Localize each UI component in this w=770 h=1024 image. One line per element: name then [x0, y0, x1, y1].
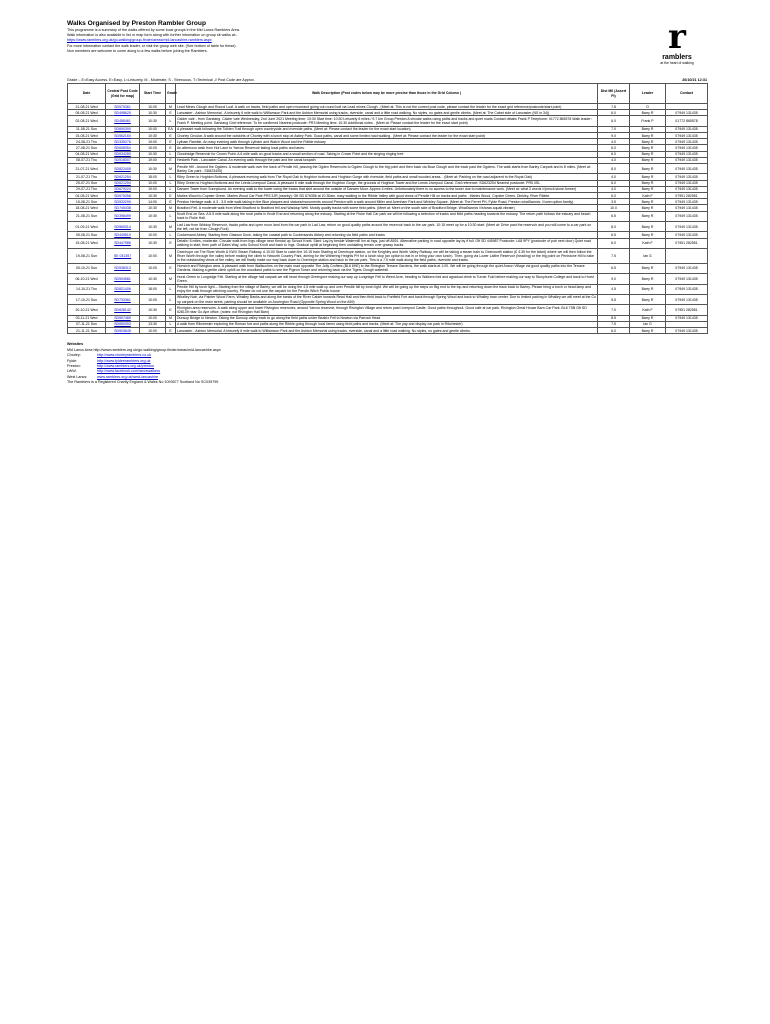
- walk-grade: L: [166, 321, 176, 327]
- start-time: 10:30: [140, 110, 166, 116]
- grid-reference[interactable]: SD745438: [106, 205, 140, 211]
- walk-date: 21-11-21 Sun: [68, 328, 106, 334]
- walk-distance: 6.5: [598, 232, 630, 238]
- site-link[interactable]: http://www.facebook.com/lancswalkers: [97, 369, 161, 374]
- grade-key-line: [67, 78, 707, 83]
- site-label: Chorley:: [67, 353, 81, 358]
- walk-leader: Kath F: [630, 238, 666, 248]
- col-header-grade: Grade: [166, 84, 176, 104]
- col-header-desc: Walk Description (Post codes below may be more precise than those in the Grid Column ): [176, 84, 598, 104]
- walk-date: 08-07-21 Thu: [68, 157, 106, 163]
- walk-distance: 4.0: [598, 174, 630, 180]
- walk-description: Dunsop Bridge to Newton. Taking the Dunsop valley track to go along the field paths under Beatrix Fell to Newton via Parrock Head: [176, 315, 598, 321]
- walk-leader: Barry R: [630, 139, 666, 145]
- intro-line: Walk information is also available in list or map form along with further information on group sit walks at:-: [67, 33, 238, 38]
- walk-leader: Barry R: [630, 186, 666, 192]
- walk-distance: 7.8: [598, 104, 630, 110]
- walk-grade: M: [166, 315, 176, 321]
- start-time: 19:00: [140, 186, 166, 192]
- walk-description: Cockersand Abbey. Starting from Glasson Dock, taking the coastal path to Cockersands Abbey and returning via field paths and tracks: [176, 232, 598, 238]
- start-time: 14:00: [140, 199, 166, 205]
- walk-leader: Barry R: [630, 151, 666, 157]
- walk-distance: 7.5: [598, 321, 630, 327]
- walk-distance: 4.0: [598, 157, 630, 163]
- walk-date: 18-08-21 Wed: [68, 205, 106, 211]
- walk-leader: Barry R: [630, 315, 666, 321]
- start-time: 13:30: [140, 321, 166, 327]
- walk-description: A pleasant walk following the Tolkien Trail through open countryside and riverside paths. (Meet at: Please contact the leader for the exact start location): [176, 126, 598, 132]
- walk-distance: 8.0: [598, 164, 630, 174]
- grid-reference[interactable]: SD634280: [106, 151, 140, 157]
- walk-leader: Barry R: [630, 126, 666, 132]
- ramblers-logo-name: ramblers: [662, 54, 692, 61]
- walk-grade: L: [166, 211, 176, 221]
- walk-leader: Kath F: [630, 305, 666, 315]
- site-link[interactable]: http://www.ramblers.org.uk/preston: [97, 363, 154, 368]
- start-time: 10:00: [140, 249, 166, 264]
- start-time: 10:00: [140, 145, 166, 151]
- walk-grade: E: [166, 193, 176, 199]
- walk-leader: Kath F: [630, 193, 666, 199]
- walk-date: 15-08-21 Wed: [68, 133, 106, 139]
- walk-grade: E: [166, 328, 176, 334]
- walk-leader: Ian G: [630, 249, 666, 264]
- walk-grade: M: [166, 205, 176, 211]
- leader-contact: 07949 131435: [666, 157, 708, 163]
- walk-description: Horwich and Rivington area. A pleasant walk from Wallsuches on the main road opposite The Jolly Crofters (BL6 6HE) to the Rivington Terrace Gardens, the walk starts at 1:00. We will be going through the quiet Anson Village via good quality paths into the Terrace Gardens. Making a gentle climb uphill on the woodland paths to see the Pigeon Tower and returning back via the Tigers Clough waterfall.: [176, 263, 598, 273]
- walk-distance: 9.0: [598, 133, 630, 139]
- walk-grade: EA: [166, 126, 176, 132]
- leader-contact: 07949 131435: [666, 222, 708, 232]
- grid-reference[interactable]: SD650053: [106, 321, 140, 327]
- walk-grade: M: [166, 274, 176, 284]
- walk-description: Whalley Nab, via Painter Wood Farm, Whalley Banks and along the banks of the River Calder towards Read Hall and then field track to Portfield Fort and back through Spring Wood and back to Whalley town center. Due to limited parking in Whalley we will meet at the Co op carpark on the main street, parking should be available on Accrington Road (Opposite Spring Wood on the A59): [177, 295, 596, 304]
- walk-description: Hesketh Park - Lancaster Canal. An evening walk through the park and the canal towpath: [176, 157, 598, 163]
- table-row: [68, 116, 708, 126]
- walk-date: 21-07-21 Thu: [68, 174, 106, 180]
- walk-grade: L: [166, 186, 176, 192]
- walk-grade: L: [166, 232, 176, 238]
- grid-reference[interactable]: SD575361: [106, 104, 140, 110]
- walk-date: 06-10-21 Wed: [68, 274, 106, 284]
- walk-grade: E: [166, 238, 176, 248]
- start-time: 10:30: [140, 164, 166, 174]
- leader-contact: 07951 282551: [666, 193, 708, 199]
- walk-date: 05-10-21 Sun: [68, 263, 106, 273]
- leader-contact: 07949 131435: [666, 133, 708, 139]
- walk-leader: Barry R: [630, 205, 666, 211]
- leader-contact: 01772 865578: [666, 116, 708, 126]
- walk-distance: 7.0: [598, 305, 630, 315]
- col-header-leader: Leader: [630, 84, 666, 104]
- walk-grade: E: [166, 133, 176, 139]
- leader-contact: 07949 131435: [666, 151, 708, 157]
- leader-contact: 07949 131435: [666, 164, 708, 174]
- walk-description: An afternoon walk from Hut Lane to Yarrow Reservoir taking local paths and lanes.: [176, 145, 598, 151]
- walk-grade: E: [166, 139, 176, 145]
- walk-leader: Barry R: [630, 328, 666, 334]
- walk-date: 04-08-21 Wed: [68, 193, 106, 199]
- walk-description: Hurst Green to Longridge Fell. Starting at the village hall carpark we will head through Greengore making our way up Longridge Fell to Weed Acre, heading to Walkers fold and agradual climb to Turner Fold before making our way to Stonyhurst College and back to Hurst Green.: [176, 274, 598, 284]
- walk-leader: O: [630, 104, 666, 110]
- intro-line: For more information contact the walk leader, or visit the group web site. (See bottom of table for these).: [67, 43, 237, 48]
- col-header-date: Date: [68, 84, 106, 104]
- walk-grade: L: [166, 116, 176, 126]
- site-label: Preston:: [67, 363, 81, 368]
- table-row: [68, 284, 708, 294]
- walk-date: 21-08-21 Sun: [68, 211, 106, 221]
- walk-date: 15-08-21 Sun: [68, 199, 106, 205]
- document-title: Walks Organised by Preston Rambler Group: [67, 20, 206, 27]
- walk-date: 01-09-21 Wed: [68, 222, 106, 232]
- walk-date: 11-08-21 Sun: [68, 126, 106, 132]
- grid-reference[interactable]: SE 031357: [106, 249, 140, 264]
- ramblers-logo-glyph: r: [668, 17, 686, 57]
- walk-distance: 6.0: [598, 110, 630, 116]
- table-row: [68, 222, 708, 232]
- leader-contact: 07951 282551: [666, 305, 708, 315]
- walk-date: 02-08-21 Wed: [68, 116, 106, 126]
- walk-description: Preston Heritage walk. A 3 - 3.5 mile walk taking in the Blue plaques and statues/monuments around Preston with a walk around Miller and Avenham Park and Winkley Square. (Meet at: The Ferret PH, Fylde Road, Preston what3words: ///over.option.family): [176, 199, 598, 205]
- start-time: 18:00: [140, 174, 166, 180]
- start-time: 10:30: [140, 151, 166, 157]
- walk-description: Bradford Fell. A moderate walk from West Bradford to Bradford fell and Waddup Well. Mostly quality tracks with some field paths. (Meet at: Meet on the south side of Bradford Bridge. What3words ///shows.squall.vibrate): [176, 205, 598, 211]
- walk-leader: Barry R: [630, 157, 666, 163]
- walk-distance: 9.0: [598, 274, 630, 284]
- leader-contact: 07949 131435: [666, 274, 708, 284]
- grid-reference[interactable]: SD538313: [106, 263, 140, 273]
- walk-leader: Barry R: [630, 199, 666, 205]
- charity-notice: The Ramblers is a Registered Charity England & Wales No 1093577 Scotland No SC039799: [67, 380, 219, 385]
- start-time: 10:30: [140, 116, 166, 126]
- leader-contact: 07949 131435: [666, 180, 708, 186]
- start-time: 10:30: [140, 193, 166, 199]
- walk-distance: 6.5: [598, 211, 630, 221]
- walk-grade: M: [166, 222, 176, 232]
- walk-grade: M: [166, 164, 176, 174]
- walk-description: Knott End on Sea. A 6.5 mile walk along the rural paths in Knott End and returning along the estuary. Starting at the Fluke Hall Car park we will be following a selection of tracks and field paths heading towards the estuary. The return path follows the estuary and beach back to Fluke Hall.: [176, 211, 598, 221]
- walk-description: Riley Green to Hoghton Bottoms. A pleasant evening walk from The Royal Oak to Hoghton bottoms and Hoghton Gorge with riverside, field paths and small wooded areas. . (Meet at: Parking on the road adjacent to the Royal Oak): [176, 174, 598, 180]
- col-header-contact: Contact: [666, 84, 708, 104]
- walk-distance: 6.5: [598, 263, 630, 273]
- leader-contact: 07949 131435: [666, 328, 708, 334]
- start-time: 10:30: [140, 211, 166, 221]
- walk-date: 27-08-21 Sun: [68, 145, 106, 151]
- walk-grade: E: [166, 145, 176, 151]
- walk-distance: 6.0: [598, 145, 630, 151]
- walk-description: Details: 6 miles, moderate. Circular walk from Ings village near Kendal up School Knott. Start: Lay-by beside Watermill Inn at Ings, just off A591. Alternative parking in road opposite lay-by if full. Gft SD 445987 Postcode: LA8 9PY (postcode of pub next door) Quiet road walking to start, then path of Dales Way, onto School Knott and back to Ings. Gradual uphill at beginning then undulating terrain over grassy tracks.: [176, 238, 598, 248]
- leader-contact: 07949 131435: [666, 211, 708, 221]
- walk-leader: Ian G: [630, 321, 666, 327]
- start-time: 10:00: [140, 104, 166, 110]
- walk-grade: E: [166, 110, 176, 116]
- document-page: [67, 17, 707, 386]
- start-time: 10:30: [140, 133, 166, 139]
- walk-description: Oxenhope via The River Worth & KWV Steam Railway. A 10:00 Start to catch the 10:15 train Starting at Oxenhope station, on the Keighley and Worth Valley Railway, we will be taking a steam train to Oxenworth station (£ 4.35 for the ticket) where we will then follow the River Worth through the valley before making the climb to Haworth Country Park, aiming for the Withering Heights PH for a lunch stop (an option to eat in or bring your own lunch). Then, going via Lower Laithe Reservoir (heading) or the trig point on Penistone Hill to take in the outstanding views of the valley, we will finally make our way back down to Oxenhope station and back to the car park. This is a 7.5 mile walk along the field paths, riverside and tracks.: [176, 249, 598, 264]
- walk-leader: Barry R: [630, 180, 666, 186]
- walk-distance: 8.5: [598, 315, 630, 321]
- walk-description: A walk from Ribchester exploring the Roman fort and paths along the Ribble going through local farms using field paths and tracks. (Meet at: The pay and display car park in Ribchester): [176, 321, 598, 327]
- walk-date: 21-07-21 Wed: [68, 164, 106, 174]
- walk-leader: Barry R: [630, 110, 666, 116]
- table-row: [68, 328, 708, 334]
- leader-contact: 07949 131435: [666, 232, 708, 238]
- table-row: [68, 263, 708, 273]
- walk-grade: L: [166, 180, 176, 186]
- walk-distance: 7.5: [598, 249, 630, 264]
- grid-reference[interactable]: SD608354: [106, 145, 140, 151]
- walk-distance: 8.0: [598, 222, 630, 232]
- start-time: 10:30: [140, 305, 166, 315]
- walk-distance: 10.0: [598, 205, 630, 211]
- site-label: Fylde:: [67, 358, 78, 363]
- grid-reference[interactable]: SD498625: [106, 110, 140, 116]
- walk-leader: Barry R: [630, 294, 666, 304]
- walk-grade: L: [166, 284, 176, 294]
- grid-reference[interactable]: SD675356: [106, 193, 140, 199]
- grid-reference[interactable]: SD733361: [106, 294, 140, 304]
- grid-reference[interactable]: SD690390: [106, 126, 140, 132]
- walk-leader: Barry R: [630, 284, 666, 294]
- walk-description: Marles Wood to Copster Green. Marles Wood Car Park PR3 3JR (nearby): Gft SD 676356 at 10.30am. easy walking in the Ribble Valley with good views of Pendle Hill on tracks and paths . Marles Wood, Copster Green, Dinkley, River Ribble.: [176, 193, 598, 199]
- walk-leader: Barry R: [630, 211, 666, 221]
- grid-reference[interactable]: SD398499: [106, 211, 140, 221]
- walk-distance: 6.0: [598, 116, 630, 126]
- document-header: [67, 17, 707, 78]
- websites-footer: [67, 342, 707, 385]
- walk-description: Lancaster - Ashton Memorial . A leisurely 6 mile walk to Williamson Park and the Ashton Memorial using tracks, riverside, canal and a little road walking. No styles, no gates and gentle climbs. (Meet at: The Cabet side of Lancaster (NS in 34)): [176, 110, 598, 116]
- start-time: 10:00: [140, 315, 166, 321]
- area-walks-link[interactable]: https://www.ramblers.org.uk/go-walking/group-finder/areas/mid-lancashire-ramblers.aspx: [67, 38, 212, 43]
- walks-table-body: [68, 104, 708, 334]
- walk-date: 07-11-21 Sun: [68, 321, 106, 327]
- print-timestamp: 26/10/21 12:31: [682, 78, 707, 82]
- walk-description: Lead Mines Clough and Round Loaf. A walk on tracks, field paths and open moorland going out round loaf via Lead mines Clough . (Meet at: This is not the correct post code, please contact the leader for the exact grid reference/postcode/start point): [176, 104, 598, 110]
- table-row: [68, 274, 708, 284]
- walk-description: Calder vale - from Garstang. Calder vale Wednesday, 2nd June 2021 Meeting time: 10:30 Start time: 10:30 Leisurely 6 miles / 9.7 km Group Preston A circular walks using paths and tracks and quiet roads Contact details Frank P Telephone: 01772 865578 Walk leader: Frank P. Meeting point. Garstang Grid reference: To be confirmed Nearest postcode: PR3 Meeting time: 10:30 Additional notes . (Meet at: Please contact the leader for the exact start point): [176, 116, 598, 126]
- leader-contact: 07949 131435: [666, 186, 708, 192]
- site-link[interactable]: http://www.fyldeeramblers.org.uk: [97, 358, 151, 363]
- walk-leader: Barry R: [630, 274, 666, 284]
- grid-reference[interactable]: SD447986: [106, 238, 140, 248]
- ramblers-logo: [647, 17, 707, 65]
- walk-grade: E: [166, 157, 176, 163]
- col-header-ref: Central Post Code (Grid for map): [106, 84, 140, 104]
- websites-heading: Websites: [67, 342, 84, 347]
- walk-distance: 4.0: [598, 139, 630, 145]
- grid-reference[interactable]: SD621254: [106, 180, 140, 186]
- start-time: 10:00: [140, 180, 166, 186]
- grid-reference[interactable]: SD621254: [106, 174, 140, 180]
- walk-date: 25-07-21 Sun: [68, 180, 106, 186]
- table-row: [68, 305, 708, 315]
- leader-contact: 07949 131435: [666, 145, 708, 151]
- walk-grade: L: [166, 151, 176, 157]
- walk-leader: Barry R: [630, 164, 666, 174]
- leader-contact: 07949 131435: [666, 315, 708, 321]
- walk-description: Chorley Circular. A walk around the outskirts of Chorley with a lunch stop at Astley Park. Good paths, canal and some limited road walking . (Meet at: Please contact the leader for the exact start point): [176, 133, 598, 139]
- start-time: 18:00: [140, 284, 166, 294]
- walk-grade: E: [166, 199, 176, 205]
- walk-distance: 4.5: [598, 284, 630, 294]
- walk-description: Pendle Hill by torch light – Starting from the village of Barley, we will be doing the 4.5 mile walk up and over Pendle hill by torch light. We will be going up the steps on Big end to the top and returning down the track back to Barley. Please bring a torch or head lamp and enjoy the walk through witching country. Please do not use the carpark for the Pendle Witch Public house: [176, 284, 598, 294]
- start-time: 10:30: [140, 274, 166, 284]
- grid-reference[interactable]: SD518307: [106, 157, 140, 163]
- walk-description: Riley Green to Hoghton Bottoms and the Leeds Liverpool Canal. A pleasant 6 mile walk through the Hoghton Gorge, the grounds of Hoghton Tower and the Leeds Liverpool Canal. Grid reference: SD623254 Nearest postcode: PR5 0SL: [176, 180, 598, 186]
- leader-contact: 07949 131435: [666, 205, 708, 211]
- grid-reference[interactable]: SD562160: [106, 133, 140, 139]
- walk-description: Pendle Hill - Around the Ogdens. A moderate walk over the back of Pendle hill, passing the Ogden Reservoirs to Ogden Clough to the trig point and then back via Boar Clough and the track past the Ogdens. The walk starts from Barley Carpark and is 8 miles. (Meet at: Barley Car park - SD823405): [176, 164, 598, 174]
- walk-description: Lad Law from Widdop Reservoir, tracks paths and open moor land from the car park to Lad Law, return on good quality paths around the reservoir back to the car park. 10:15 meet up for a 10:30 start. (Meet at: Drive past the reservoir and you will come to a car park on the left, not far from Clough Foot): [176, 222, 598, 232]
- grid-reference[interactable]: SD597489: [106, 315, 140, 321]
- table-header-row: [68, 84, 708, 104]
- intro-line: Non members are welcome to come along to a few walks before joining the Ramblers.: [67, 48, 208, 53]
- start-time: 10:00: [140, 328, 166, 334]
- start-time: 19:00: [140, 139, 166, 145]
- leader-contact: 07949 131435: [666, 294, 708, 304]
- site-link[interactable]: www.ramblers.org.uk/west-lancashire: [97, 374, 159, 379]
- walk-grade: L: [166, 174, 176, 180]
- walk-distance: 5.5: [598, 294, 630, 304]
- grid-reference[interactable]: SD594581: [106, 274, 140, 284]
- walk-leader: Frank P: [630, 116, 666, 126]
- leader-contact: 07949 131435: [666, 174, 708, 180]
- grid-reference[interactable]: SD565314: [106, 222, 140, 232]
- walk-leader: Barry R: [630, 133, 666, 139]
- table-row: [68, 164, 708, 174]
- col-header-start: Start Time: [140, 84, 166, 104]
- start-time: 10:00: [140, 263, 166, 273]
- start-time: 10:30: [140, 238, 166, 248]
- walk-date: 14-10-21 Thu: [68, 284, 106, 294]
- walk-date: 05-08-21 Wed: [68, 110, 106, 116]
- grid-reference[interactable]: SD503645: [106, 328, 140, 334]
- walk-distance: 6.0: [598, 328, 630, 334]
- grid-reference[interactable]: SD628142: [106, 305, 140, 315]
- grid-reference[interactable]: SD822405: [106, 164, 140, 174]
- walk-distance: 6.0: [598, 238, 630, 248]
- grid-reference[interactable]: SD679224: [106, 186, 140, 192]
- leader-contact: 07949 131435: [666, 139, 708, 145]
- walk-distance: 6.0: [598, 180, 630, 186]
- table-row: [68, 294, 708, 304]
- col-header-dist: Dist Mil (Assert Ft): [598, 84, 630, 104]
- walk-leader: Barry R: [630, 263, 666, 273]
- leader-contact: 07949 131435: [666, 284, 708, 294]
- walk-grade: L: [166, 294, 176, 304]
- table-row: [68, 238, 708, 248]
- site-link[interactable]: http://www.chorleyramblers.co.uk: [97, 353, 152, 358]
- walk-description: Lytham Ramble. An easy evening walk through Lytham and Watch Wood and the Ribble estuary: [176, 139, 598, 145]
- walk-leader: Barry R: [630, 232, 666, 238]
- walk-distance: 6.0: [598, 151, 630, 157]
- walk-grade: E: [166, 305, 176, 315]
- walk-date: 20-10-21 Wed: [68, 305, 106, 315]
- walk-distance: 3.5: [598, 199, 630, 205]
- walk-date: 15-08-21 Wed: [68, 238, 106, 248]
- walk-distance: 7.0: [598, 126, 630, 132]
- start-time: 10:00: [140, 232, 166, 238]
- walk-date: 05-08-21 Sun: [68, 232, 106, 238]
- walk-leader: Barry R: [630, 145, 666, 151]
- ramblers-logo-tagline: at the heart of walking: [660, 61, 694, 65]
- table-row: [68, 211, 708, 221]
- walk-description: Rivington area reservoirs. A walk along upper and lower Rivington reservoirs, around Yarrow reservoir, through Rivington Village and return past Liverpool Castle. Good paths throughout. Good cafe at car park. Rivington Great House Barn Car Park. BL6 7SB Gft SD 628139 near Go Ape office. (notes: not Rivington Hall Barn): [176, 305, 598, 315]
- grid-reference[interactable]: SD488461: [106, 116, 140, 126]
- site-label: LWW:: [67, 369, 77, 374]
- leader-contact: 07949 131435: [666, 126, 708, 132]
- start-time: 10:30: [140, 222, 166, 232]
- leader-contact: 07949 131435: [666, 110, 708, 116]
- table-row: [68, 249, 708, 264]
- walk-grade: E: [166, 263, 176, 273]
- walk-leader: Barry R: [630, 222, 666, 232]
- intro-text: [67, 28, 537, 54]
- leader-contact: 07951 282551: [666, 238, 708, 248]
- leader-contact: 07949 131435: [666, 199, 708, 205]
- start-time: 10:30: [140, 205, 166, 211]
- walk-date: 21-08-21 Wed: [68, 104, 106, 110]
- grade-key: Grade :- E=Easy Access, E=Easy, L=Leisurely, M - Moderate, S - Strenuous, T=Technical ,// Post Code are Approx.: [67, 78, 255, 82]
- intro-line: This programme is a summary of the walks offered by some local groups in the Mid Lancs Ramblers Area.: [67, 28, 240, 32]
- walks-table: [67, 83, 708, 334]
- walk-grade: M: [166, 249, 176, 264]
- site-label: West Lancs:: [67, 374, 88, 379]
- walk-date: 04-08-21 Wed: [68, 151, 106, 157]
- start-time: 10:00: [140, 126, 166, 132]
- walk-date: 24-08-21 Thu: [68, 139, 106, 145]
- grid-reference[interactable]: SD821406: [106, 284, 140, 294]
- walk-distance: 4.0: [598, 186, 630, 192]
- walk-description: Darwen Tower from Sunnyhurst. An evening walk to the tower using the tracks that skirt around the outside of Darwen Moor. Approx 4 miles. Unfortunately there is no access to the tower due to maintenance work. (Meet at: what 3 words ///pencil.stone.former): [176, 186, 598, 192]
- leader-contact: [666, 249, 708, 264]
- leader-contact: 07949 131435: [666, 263, 708, 273]
- start-time: 19:00: [140, 157, 166, 163]
- walk-date: 17-10-21 Sun: [68, 294, 106, 304]
- grid-reference[interactable]: SD335276: [106, 139, 140, 145]
- walk-date: 03-11-21 Wed: [68, 315, 106, 321]
- walk-date: 19-08-21 Sun: [68, 249, 106, 264]
- walk-description: Clowbridge Reservoir for Crown Point. A 6 mile walk on good tracks and a small section of road. Taking in Crown Point and the singing ringing tree: [176, 151, 598, 157]
- walk-description: Lancaster - Ashton Memorial. A leisurely 6 mile walk to Williamson Park and the Ashton Memorial using tracks, riverside, canal and a little road walking. No styles, no gates and gentle climbs.: [176, 328, 598, 334]
- walk-date: 29-07-21 Thu: [68, 186, 106, 192]
- walk-distance: 6.0: [598, 193, 630, 199]
- grid-reference[interactable]: SD449519: [106, 232, 140, 238]
- grid-reference[interactable]: SD532299: [106, 199, 140, 205]
- area-website: Mid Lancs Area http://www.ramblers.org.uk/go-walking/group-finder/areas/mid-lancashire.aspx: [67, 347, 221, 352]
- start-time: 10:00: [140, 294, 166, 304]
- walk-leader: Barry R: [630, 174, 666, 180]
- walk-grade: M: [166, 104, 176, 110]
